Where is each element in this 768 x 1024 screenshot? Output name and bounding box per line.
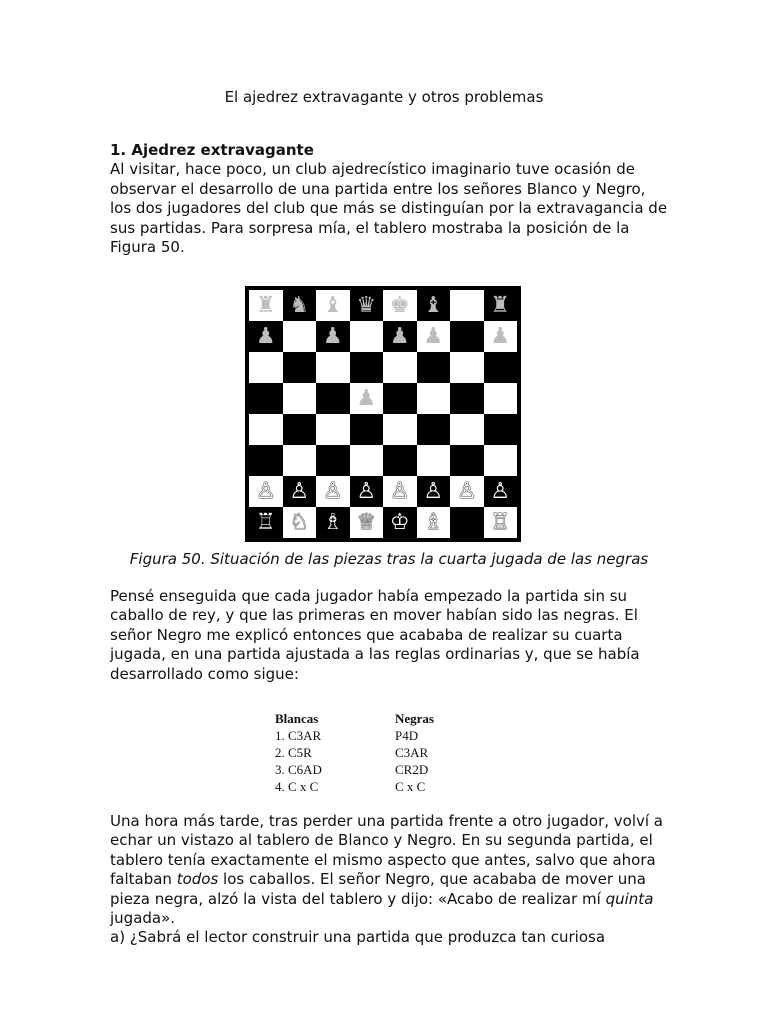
board-square [450, 414, 484, 445]
board-square [450, 383, 484, 414]
board-square [484, 321, 518, 352]
chess-board-figure [245, 286, 521, 542]
board-square [450, 352, 484, 383]
board-square [417, 445, 451, 476]
chess-board-grid [249, 290, 517, 538]
moves-table [275, 710, 434, 795]
board-square [316, 383, 350, 414]
board-square [283, 414, 317, 445]
move-black: C3AR [395, 745, 429, 760]
board-square [249, 321, 283, 352]
white-knight-icon: ♘ [289, 509, 310, 535]
board-square [350, 476, 384, 507]
black-knight-icon: ♞ [289, 292, 310, 318]
board-square [249, 383, 283, 414]
board-square [283, 476, 317, 507]
move-row [275, 778, 434, 795]
board-square [283, 290, 317, 321]
board-square [249, 507, 283, 538]
move-row [275, 761, 434, 778]
white-pawn-icon: ♙ [490, 478, 511, 504]
black-pawn-icon: ♟ [322, 323, 343, 349]
paragraph-3-body [110, 812, 670, 928]
board-square [350, 445, 384, 476]
figure-caption: Figura 50. Situación de las piezas tras la cuarta jugada de las negras [129, 550, 649, 568]
board-square [450, 507, 484, 538]
white-bishop-icon: ♗ [322, 509, 343, 535]
section-intro [110, 141, 670, 257]
p3-part2: los caballos. El señor Negro, que acababa de mover una pieza negra, alzó la vista del tablero y dijo: «Acabo de realizar mí [110, 870, 646, 908]
move-black: CR2D [395, 762, 429, 777]
section-heading: 1. Ajedrez extravagante [110, 141, 314, 159]
board-square [383, 290, 417, 321]
page-title: El ajedrez extravagante y otros problemas [224, 88, 544, 106]
board-square [484, 476, 518, 507]
white-pawn-icon: ♙ [289, 478, 310, 504]
board-square [450, 476, 484, 507]
move-black: C x C [395, 779, 426, 794]
black-king-icon: ♚ [389, 292, 410, 318]
white-bishop-icon: ♗ [423, 509, 444, 535]
board-square [417, 383, 451, 414]
board-square [283, 507, 317, 538]
board-square [484, 445, 518, 476]
p3-em1: todos [176, 870, 219, 889]
paragraph-2: Pensé enseguida que cada jugador había empezado la partida sin su caballo de rey, y que las primeras en mover habían sido las negras. El señor Negro me explicó entonces que acababa de realizar su cuarta jugada, en una partida ajustada a las reglas ordinarias y, que se había desarrollado como sigue: [110, 587, 640, 683]
board-square [316, 445, 350, 476]
p3-part3: jugada». [110, 909, 176, 928]
board-square [249, 290, 283, 321]
white-pawn-icon: ♙ [356, 478, 377, 504]
board-square [283, 321, 317, 352]
move-black: P4D [395, 728, 419, 743]
board-square [383, 476, 417, 507]
white-pawn-icon: ♙ [322, 478, 343, 504]
board-square [383, 414, 417, 445]
board-square [350, 290, 384, 321]
white-pawn-icon: ♙ [255, 478, 276, 504]
board-square [283, 383, 317, 414]
board-square [316, 476, 350, 507]
board-square [417, 321, 451, 352]
board-square [417, 352, 451, 383]
header-black: Negras [395, 711, 434, 726]
white-king-icon: ♔ [389, 509, 410, 535]
move-row [275, 744, 434, 761]
black-pawn-icon: ♟ [423, 323, 444, 349]
board-square [249, 476, 283, 507]
board-square [383, 445, 417, 476]
board-square [383, 507, 417, 538]
board-square [450, 321, 484, 352]
black-bishop-icon: ♝ [322, 292, 343, 318]
white-pawn-icon: ♙ [389, 478, 410, 504]
board-square [484, 383, 518, 414]
white-pawn-icon: ♙ [423, 478, 444, 504]
move-white: 2. C5R [275, 745, 312, 760]
move-row [275, 727, 434, 744]
board-square [316, 321, 350, 352]
black-queen-icon: ♛ [356, 292, 377, 318]
header-white: Blancas [275, 711, 319, 726]
board-square [484, 507, 518, 538]
paragraph-3 [110, 812, 670, 948]
black-pawn-icon: ♟ [389, 323, 410, 349]
move-white: 3. C6AD [275, 762, 322, 777]
board-square [484, 290, 518, 321]
black-pawn-icon: ♟ [356, 385, 377, 411]
question-line: a) ¿Sabrá el lector construir una partida que produzca tan curiosa [110, 928, 606, 947]
black-rook-icon: ♜ [255, 292, 276, 318]
p3-em2: quinta [605, 889, 654, 908]
board-square [383, 321, 417, 352]
black-rook-icon: ♜ [490, 292, 511, 318]
board-square [249, 445, 283, 476]
board-square [316, 414, 350, 445]
board-square [450, 290, 484, 321]
board-square [350, 414, 384, 445]
board-square [249, 352, 283, 383]
board-square [484, 414, 518, 445]
p3-part1: Una hora más tarde, tras perder una partida frente a otro jugador, volví a echar un vistazo al tablero de Blanco y Negro. En su segunda partida, el tablero tenía exactamente el mismo aspecto que antes, salvo que ahora faltaban [110, 812, 664, 889]
board-square [484, 352, 518, 383]
board-square [417, 476, 451, 507]
board-square [383, 383, 417, 414]
board-square [316, 507, 350, 538]
board-square [316, 290, 350, 321]
board-square [350, 321, 384, 352]
move-white: 1. C3AR [275, 728, 322, 743]
board-square [417, 414, 451, 445]
board-square [350, 352, 384, 383]
board-square [249, 414, 283, 445]
white-rook-icon: ♖ [490, 509, 511, 535]
black-bishop-icon: ♝ [423, 292, 444, 318]
white-queen-icon: ♕ [356, 509, 377, 535]
board-square [417, 507, 451, 538]
board-square [350, 507, 384, 538]
white-rook-icon: ♖ [255, 509, 276, 535]
board-square [383, 352, 417, 383]
black-pawn-icon: ♟ [490, 323, 511, 349]
board-square [316, 352, 350, 383]
board-square [283, 445, 317, 476]
board-square [350, 383, 384, 414]
move-white: 4. C x C [275, 779, 319, 794]
board-square [417, 290, 451, 321]
board-square [450, 445, 484, 476]
white-pawn-icon: ♙ [456, 478, 477, 504]
board-square [283, 352, 317, 383]
black-pawn-icon: ♟ [255, 323, 276, 349]
intro-paragraph: Al visitar, hace poco, un club ajedrecístico imaginario tuve ocasión de observar el desarrollo de una partida entre los señores Blanco y Negro, los dos jugadores del club que más se distinguían por la extravagancia de sus partidas. Para sorpresa mía, el tablero mostraba la posición de la Figura 50. [110, 160, 668, 257]
